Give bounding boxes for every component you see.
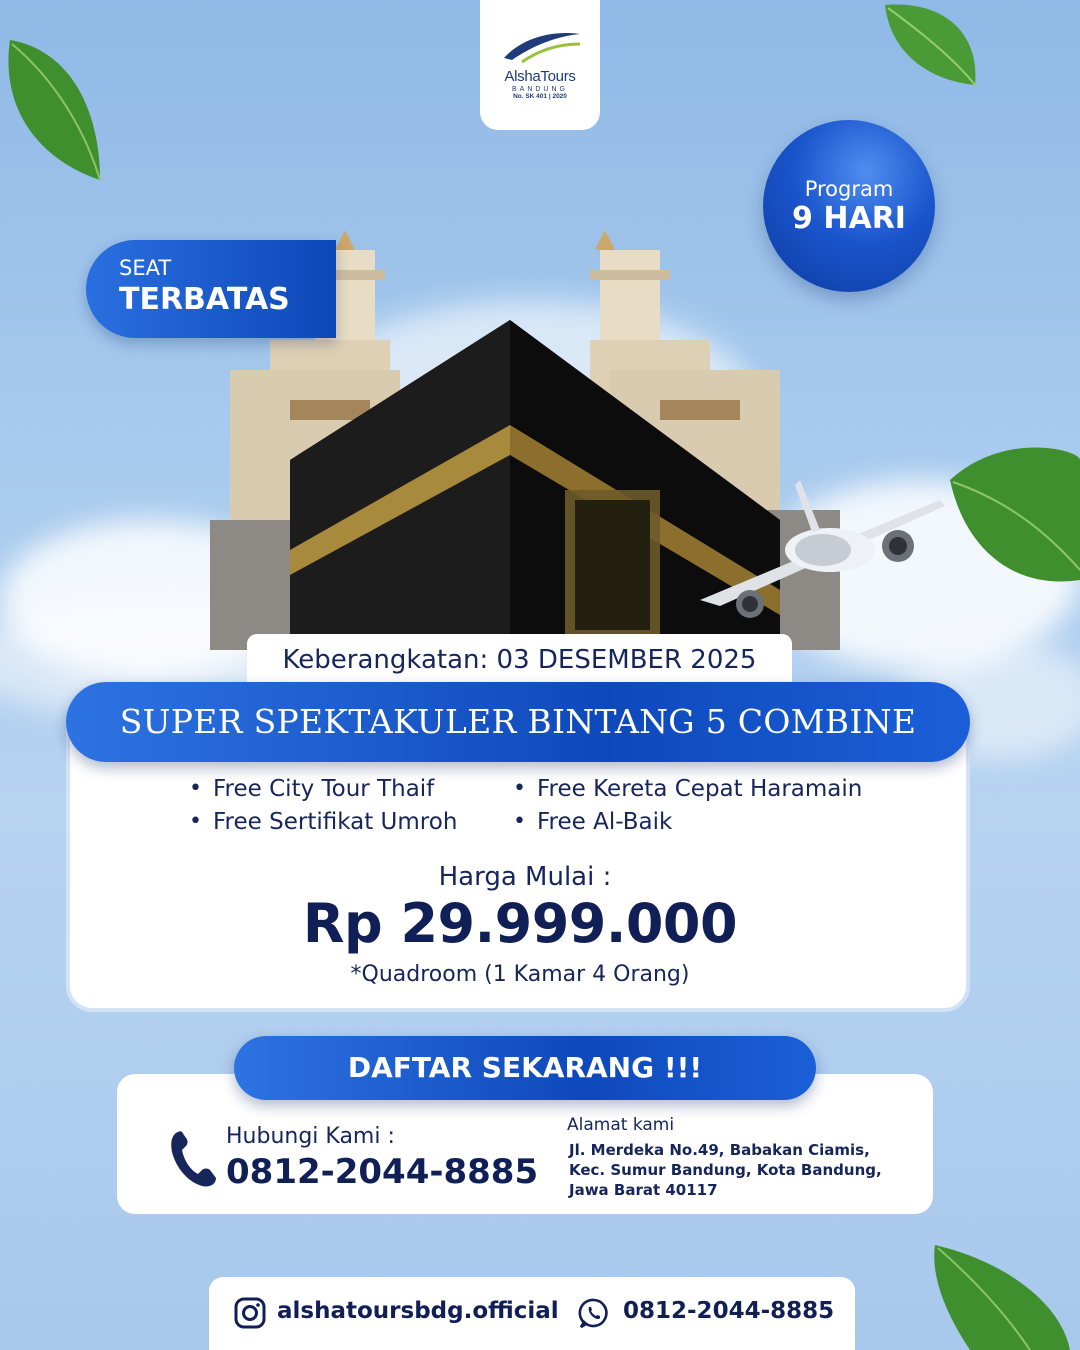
feature-item: • Free City Tour Thaif [213,776,434,802]
contact-label: Hubungi Kami : [226,1124,395,1149]
price-label: Harga Mulai : [438,862,612,892]
feature-item: • Free Sertifikat Umroh [213,809,457,835]
feature-item: • Free Kereta Cepat Haramain [537,776,862,802]
register-button[interactable]: DAFTAR SEKARANG !!! [234,1036,816,1100]
instagram-handle[interactable]: alshatoursbdg.official [277,1298,559,1324]
price-note: *Quadroom (1 Kamar 4 Orang) [350,962,690,987]
program-label: Program [804,176,894,201]
leaf-icon [0,20,110,190]
logo-name: AlshaTours [504,68,576,85]
leaf-icon [930,1240,1080,1350]
logo-swoosh-icon [502,28,582,64]
seat-badge [86,240,336,338]
package-headline: SUPER SPEKTAKULER BINTANG 5 COMBINE [66,682,970,762]
logo-license: No. SK 401 | 2020 [513,93,567,100]
departure-date: Keberangkatan: 03 DESEMBER 2025 [247,634,792,686]
feature-item: • Free Al-Baik [537,809,672,835]
address-label: Alamat kami [567,1115,675,1135]
price-value: Rp 29.999.000 [302,892,738,955]
leaf-icon [880,0,990,90]
whatsapp-icon [578,1297,610,1329]
seat-status: TERBATAS [119,282,290,317]
contact-phone[interactable]: 0812-2044-8885 [226,1152,539,1192]
phone-icon [170,1128,218,1188]
whatsapp-number[interactable]: 0812-2044-8885 [623,1298,835,1324]
logo-city: BANDUNG [511,86,568,93]
seat-label: SEAT [119,256,172,280]
instagram-icon [234,1297,266,1329]
brand-logo [480,0,600,130]
program-duration: 9 HARI [792,200,906,236]
address-text: Jl. Merdeka No.49, Babakan Ciamis, Kec. Sumur Bandung, Kota Bandung, Jawa Barat 40117 [569,1141,882,1199]
